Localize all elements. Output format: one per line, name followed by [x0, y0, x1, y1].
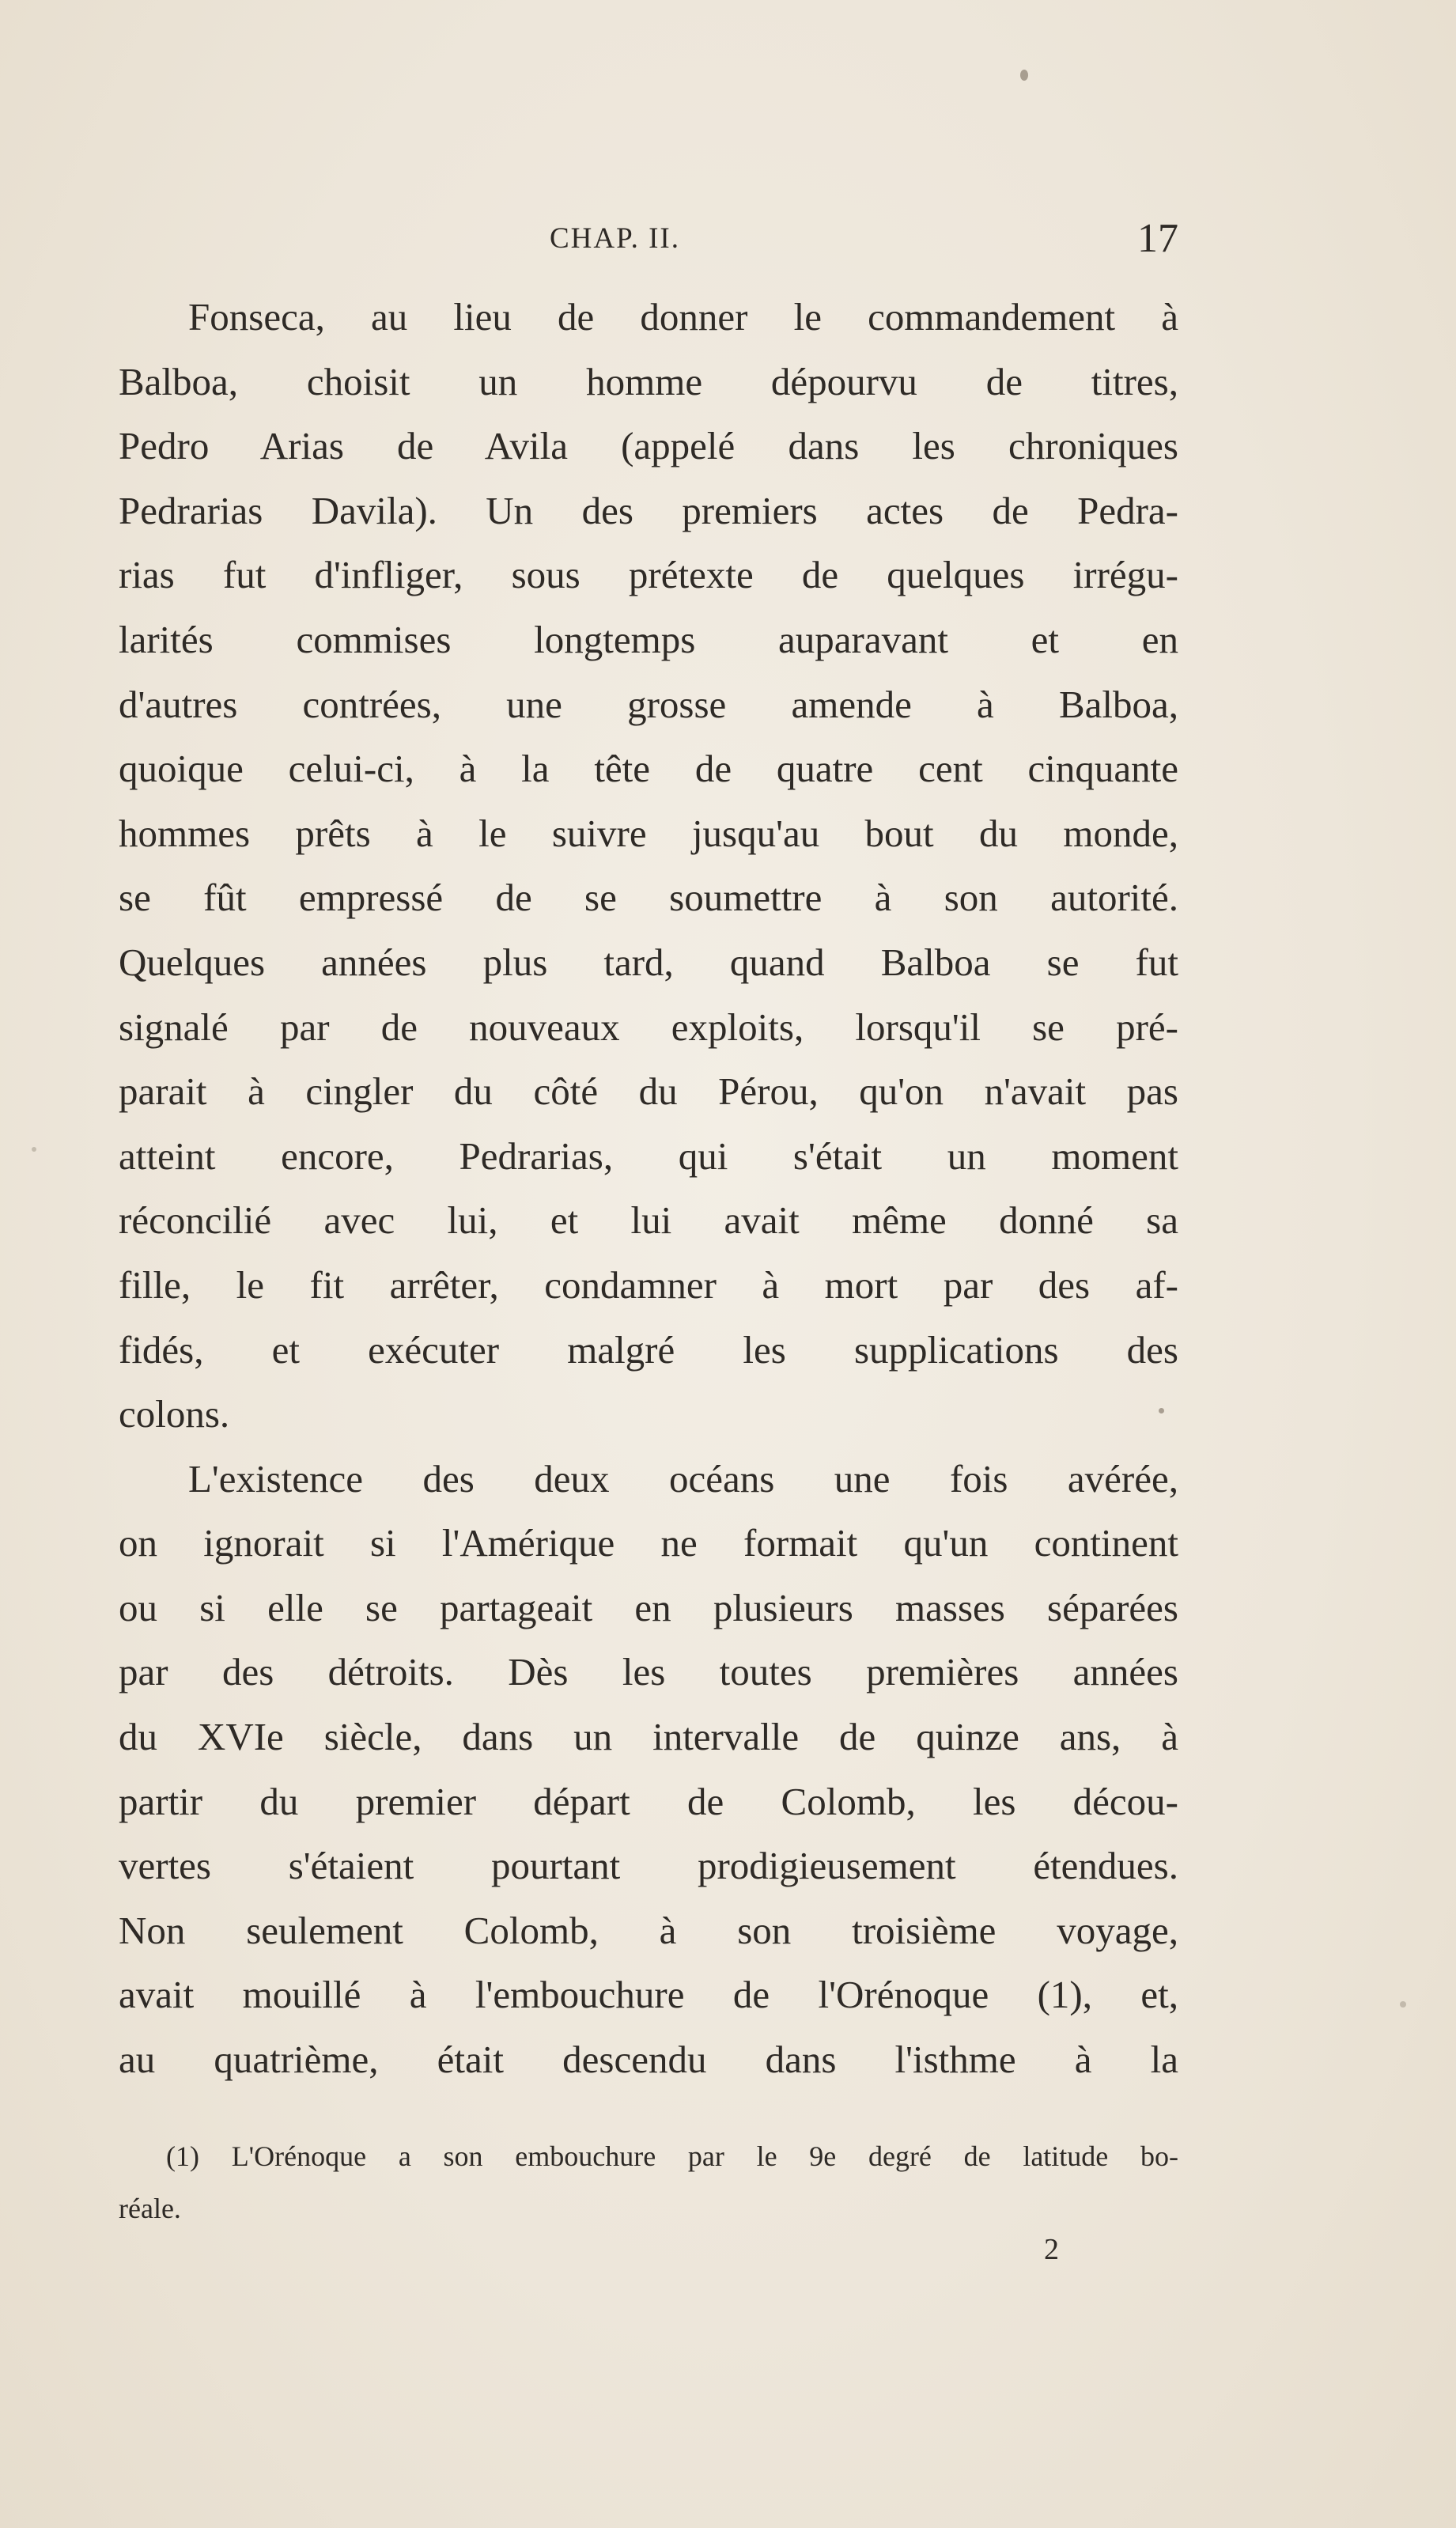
text-line: quoique celui-ci, à la tête de quatre cent cinquante	[119, 747, 1178, 791]
text-line: Pedrarias Davila). Un des premiers actes de Pedra-	[119, 488, 1178, 532]
text-line: du XVIe siècle, dans un intervalle de quinze ans, à	[119, 1715, 1178, 1759]
text-line: fidés, et exécuter malgré les supplications des	[119, 1327, 1178, 1372]
paper-speck	[1020, 70, 1028, 81]
page-number: 17	[1137, 216, 1178, 261]
text-line: Pedro Arias de Avila (appelé dans les chroniques	[119, 424, 1178, 468]
text-line: vertes s'étaient pourtant prodigieusement étendues.	[119, 1844, 1178, 1888]
paper-speck	[1400, 2001, 1406, 2008]
text-line: réconcilié avec lui, et lui avait même donné sa	[119, 1198, 1178, 1243]
text-line: au quatrième, était descendu dans l'isthme à la	[119, 2038, 1178, 2082]
text-line: parait à cingler du côté du Pérou, qu'on n'avait pas	[119, 1069, 1178, 1114]
text-line: par des détroits. Dès les toutes premières années	[119, 1650, 1178, 1694]
paper-speck	[32, 1147, 36, 1152]
chapter-heading: CHAP. II.	[550, 222, 680, 255]
text-line: d'autres contrées, une grosse amende à Balboa,	[119, 682, 1178, 726]
text-line: ou si elle se partageait en plusieurs masses séparées	[119, 1585, 1178, 1629]
text-line: avait mouillé à l'embouchure de l'Orénoque (1), et,	[119, 1973, 1178, 2017]
text-line: Non seulement Colomb, à son troisième voyage,	[119, 1908, 1178, 1952]
text-line: fille, le fit arrêter, condamner à mort par des af-	[119, 1262, 1178, 1307]
text-line: Quelques années plus tard, quand Balboa se fut	[119, 940, 1178, 984]
signature-mark: 2	[1044, 2233, 1059, 2266]
text-line: hommes prêts à le suivre jusqu'au bout du monde,	[119, 811, 1178, 855]
footnote-line: (1) L'Orénoque a son embouchure par le 9e degré de latitude bo-	[166, 2140, 1178, 2172]
text-line: on ignorait si l'Amérique ne formait qu'un continent	[119, 1521, 1178, 1565]
text-line: larités commises longtemps auparavant et en	[119, 617, 1178, 661]
text-line: partir du premier départ de Colomb, les décou-	[119, 1779, 1178, 1823]
body-text	[119, 285, 1178, 2092]
running-head	[119, 215, 1178, 271]
paper-speck	[1159, 1408, 1164, 1413]
text-line: se fût empressé de se soumettre à son autorité.	[119, 876, 1178, 920]
text-line: signalé par de nouveaux exploits, lorsqu'il se pré-	[119, 1005, 1178, 1049]
text-line: atteint encore, Pedrarias, qui s'était un moment	[119, 1133, 1178, 1178]
text-line: rias fut d'infliger, sous prétexte de quelques irrégu-	[119, 553, 1178, 597]
text-line: Fonseca, au lieu de donner le commandement à	[188, 295, 1178, 339]
text-line: colons.	[119, 1392, 230, 1436]
footnote	[119, 2130, 1178, 2235]
text-line: Balboa, choisit un homme dépourvu de titres,	[119, 359, 1178, 403]
text-line: L'existence des deux océans une fois avérée,	[188, 1456, 1178, 1501]
footnote-line: réale.	[119, 2193, 181, 2224]
